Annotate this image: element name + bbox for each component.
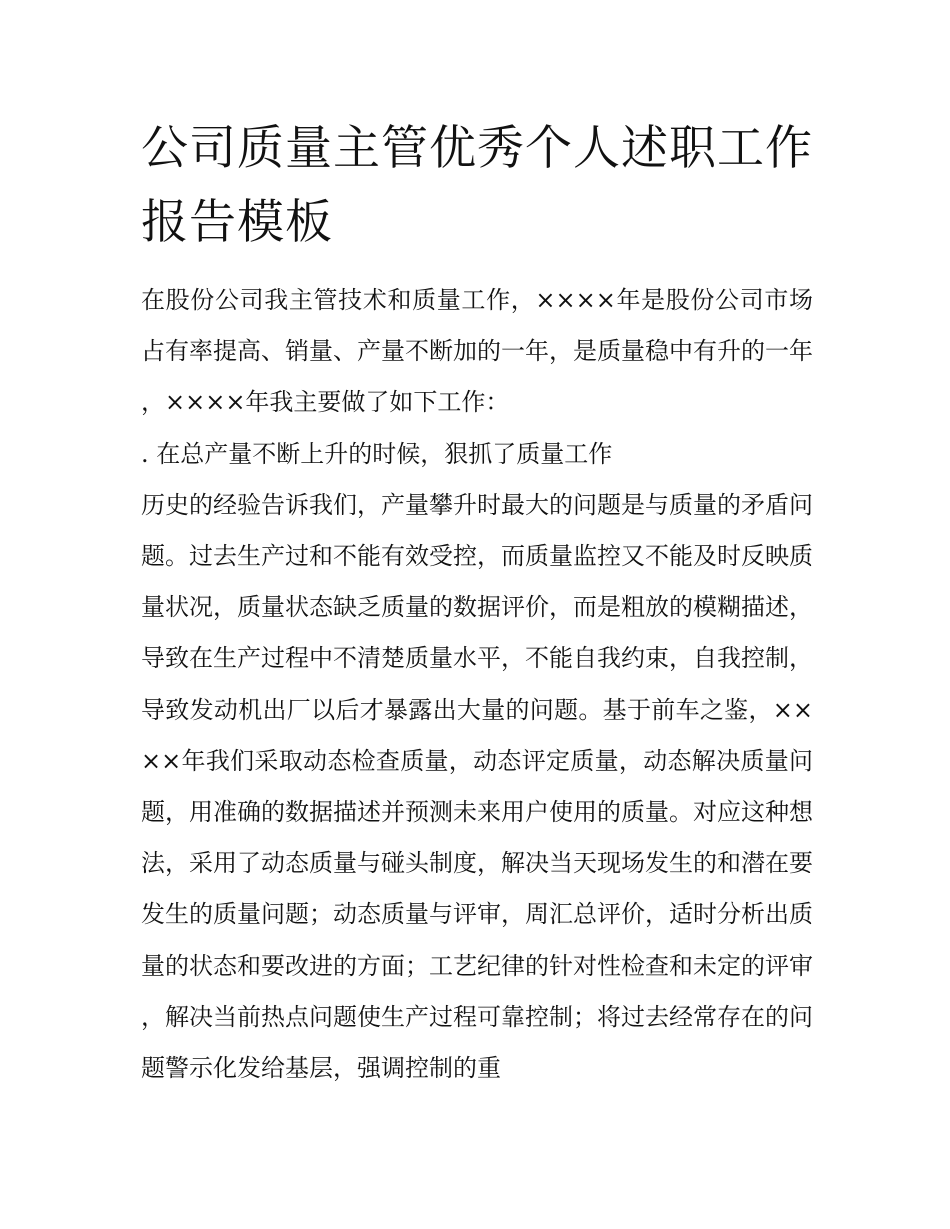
section-paragraph: 历史的经验告诉我们，产量攀升时最大的问题是与质量的矛盾问题。过去生产过和不能有效受控，而质量监控又不能及时反映质量状况，质量状态缺乏质量的数据评价，而是粗放的模糊描述，导致在生产过程中不清楚质量水平，不能自我约束，自我控制，导致发动机出厂以后才暴露出大量的问题。基于前车之鉴，××××年我们采取动态检查质量，动态评定质量，动态解决质量问题，用准确的数据描述并预测未来用户使用的质量。对应这种想法，采用了动态质量与碰头制度，解决当天现场发生的和潜在要发生的质量问题；动态质量与评审，周汇总评价，适时分析出质量的状态和要改进的方面；工艺纪律的针对性检查和未定的评审，解决当前热点问题使生产过程可靠控制；将过去经常存在的问题警示化发给基层，强调控制的重 xyxy=(141,490,813,1083)
document-title: 公司质量主管优秀个人述职工作报告模板 xyxy=(141,121,813,250)
document-body xyxy=(141,275,813,1094)
section-heading: . 在总产量不断上升的时候，狠抓了质量工作 xyxy=(141,439,613,468)
intro-paragraph: 在股份公司我主管技术和质量工作，××××年是股份公司市场占有率提高、销量、产量不断加的一年，是质量稳中有升的一年，××××年我主要做了如下工作： xyxy=(141,286,813,417)
